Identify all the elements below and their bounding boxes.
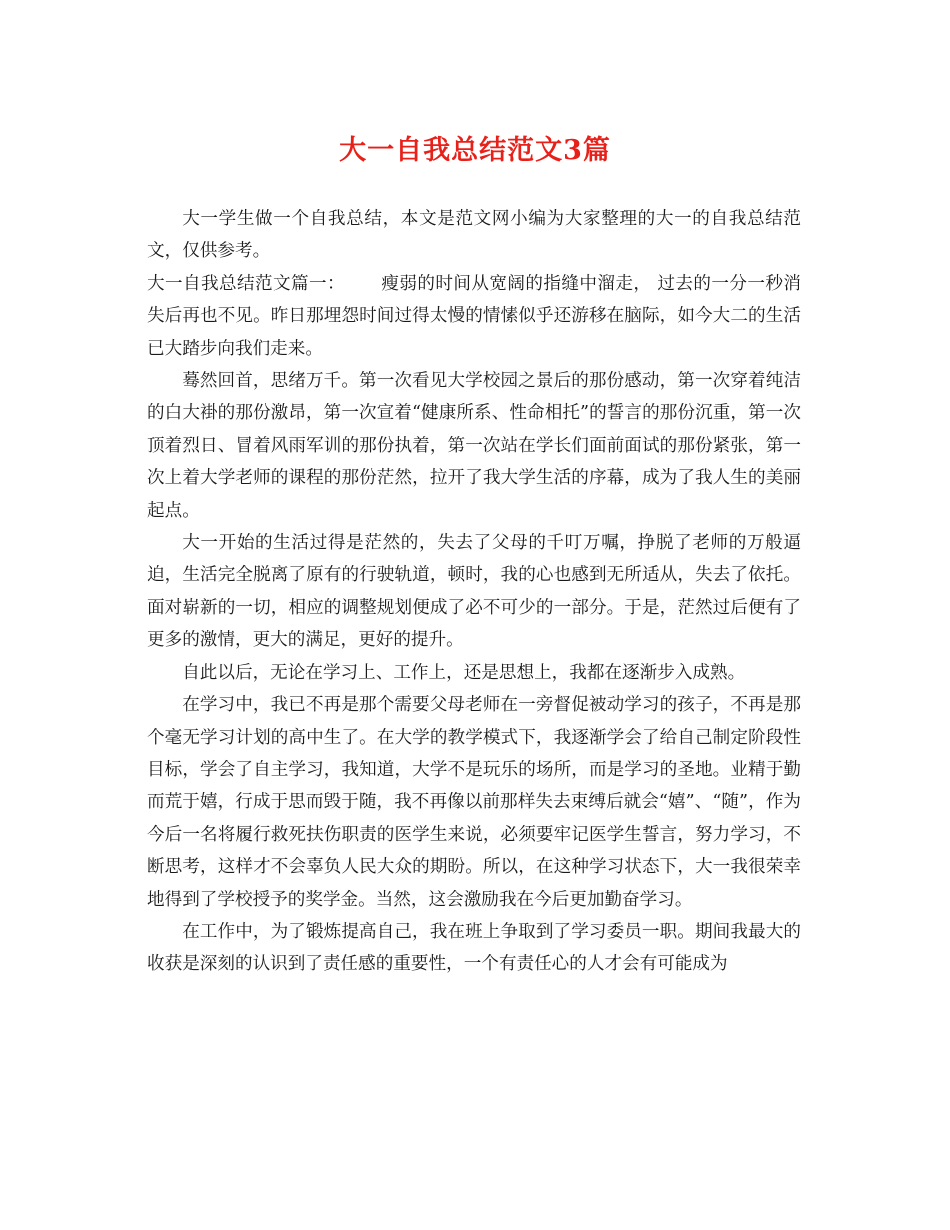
body-paragraph: 蓦然回首，思绪万千。第一次看见大学校园之景后的那份感动，第一次穿着纯洁的白大褂的那份激昂，第一次宣着“健康所系、性命相托”的誓言的那份沉重，第一次顶着烈日、冒着风雨军训的那份执着，第一次站在学长们面前面试的那份紧张，第一次上着大学老师的课程的那份茫然，拉开了我大学生活的序幕，成为了我人生的美丽起点。 — [147, 371, 801, 521]
body-paragraph: 在学习中，我已不再是那个需要父母老师在一旁督促被动学习的孩子，不再是那个毫无学习计划的高中生了。在大学的教学模式下，我逐渐学会了给自己制定阶段性目标，学会了自主学习，我知道，大学不是玩乐的场所，而是学习的圣地。业精于勤而荒于嬉，行成于思而毁于随，我不再像以前那样失去束缚后就会“嬉”、“随”，作为今后一名将履行救死扶伤职责的医学生来说，必须要牢记医学生誓言，努力学习，不断思考，这样才不会辜负人民大众的期盼。所以，在这种学习状态下，大一我很荣幸地得到了学校授予的奖学金。当然，这会激励我在今后更加勤奋学习。 — [147, 695, 801, 910]
body-paragraph: 大一开始的生活过得是茫然的，失去了父母的千叮万嘱，挣脱了老师的万般逼迫，生活完全脱离了原有的行驶轨道，顿时，我的心也感到无所适从，失去了依托。面对崭新的一切，相应的调整规划便成了必不可少的一部分。于是，茫然过后便有了更多的激情，更大的满足，更好的提升。 — [147, 533, 801, 651]
body-paragraph: 自此以后，无论在学习上、工作上，还是思想上，我都在逐渐步入成熟。 — [182, 662, 746, 683]
section-first-paragraph — [147, 268, 801, 365]
intro-paragraph: 大一学生做一个自我总结，本文是范文网小编为大家整理的大一的自我总结范文，仅供参考。 — [147, 209, 801, 262]
section-heading: 大一自我总结范文篇一： — [147, 273, 345, 294]
section-first-text: 瘦弱的时间从宽阔的指缝中溜走， 过去的一分一秒消失后再也不见。昨日那埋怨时间过得太慢的情愫似乎还游移在脑际，如今大二的生活已大踏步向我们走来。 — [147, 273, 801, 359]
document-body — [147, 203, 801, 981]
body-paragraph: 在工作中，为了锻炼提高自己，我在班上争取到了学习委员一职。期间我最大的收获是深刻的认识到了责任感的重要性，一个有责任心的人才会有可能成为 — [147, 921, 801, 975]
document-title: 大一自我总结范文3篇 — [339, 135, 611, 166]
